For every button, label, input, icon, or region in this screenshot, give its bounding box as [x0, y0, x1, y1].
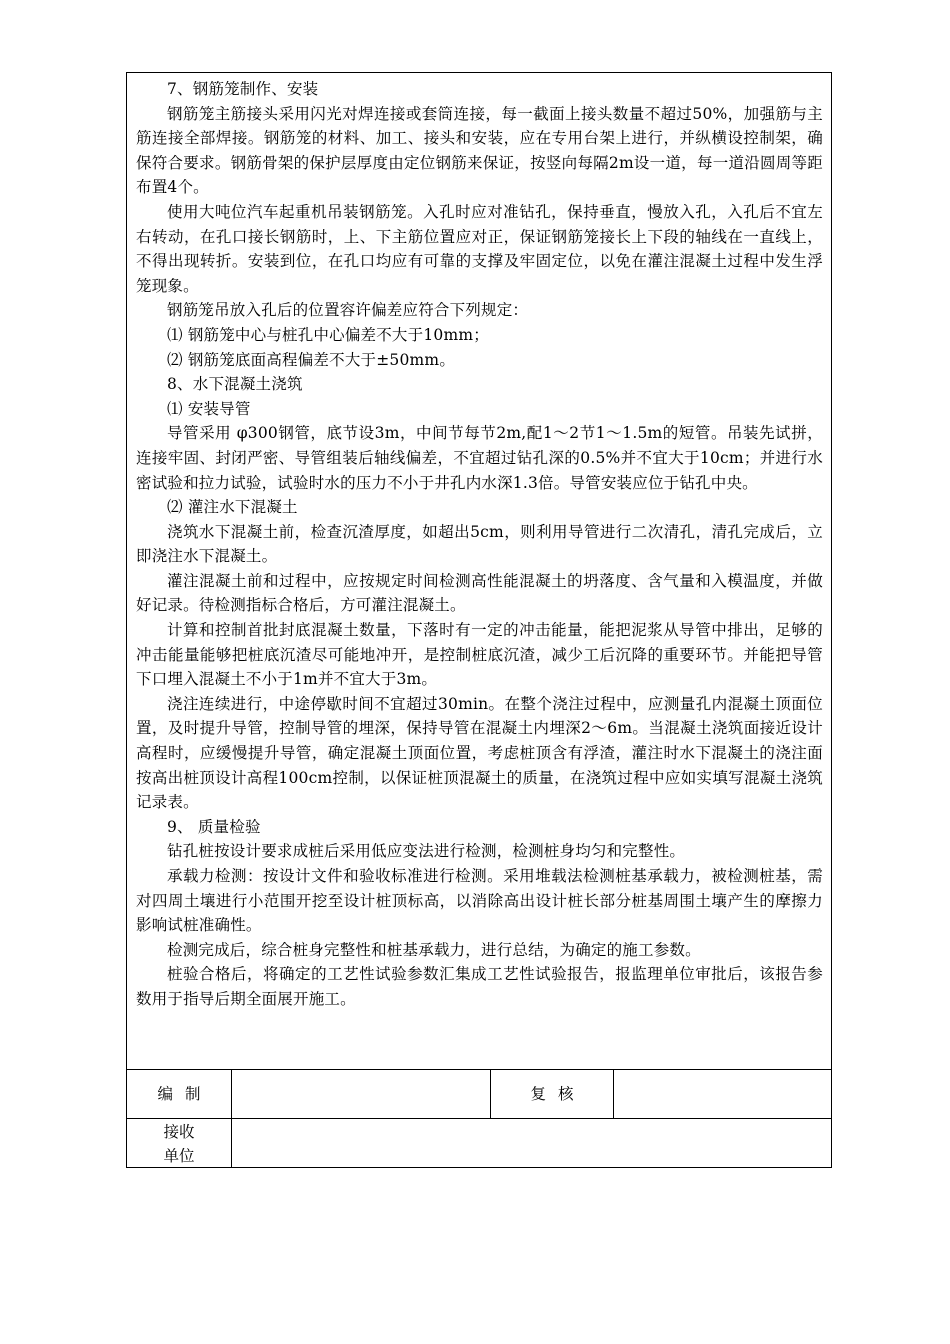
compile-label-cell [127, 1070, 232, 1118]
paragraph: 浇筑水下混凝土前，检查沉渣厚度，如超出5cm，则利用导管进行二次清孔，清孔完成后，立即浇注水下混凝土。 [136, 522, 823, 566]
subsection-heading: ⑴ 安装导管 [167, 399, 251, 418]
receive-label-cell [127, 1119, 232, 1168]
paragraph: 浇注连续进行，中途停歇时间不宜超过30min。在整个浇注过程中，应测量孔内混凝土顶面位置，及时提升导管，控制导管的埋深，保持导管在混凝土内埋深2～6m。当混凝土浇筑面接近设计高程时，应缓慢提升导管，确定混凝土顶面位置，考虑桩顶含有浮渣，灌注时水下混凝土的浇注面按高出桩顶设计高程100cm控制，以保证桩顶混凝土的质量，在浇筑过程中应如实填写混凝土浇筑记录表。 [136, 694, 823, 812]
section-heading-quality-inspection: 9、 质量检验 [167, 817, 261, 836]
paragraph: 计算和控制首批封底混凝土数量，下落时有一定的冲击能量，能把泥浆从导管中排出，足够的冲击能量能够把桩底沉渣尽可能地冲开，是控制桩底沉渣，减少工后沉降的重要环节。并能把导管下口埋入混凝土不小于1m并不宜大于3m。 [136, 621, 823, 689]
review-label-cell [491, 1070, 614, 1118]
receive-label-line1: 接收 [163, 1122, 195, 1141]
paragraph: 钢筋笼吊放入孔后的位置容许偏差应符合下列规定： [167, 301, 529, 320]
receive-label-line2: 单位 [163, 1146, 195, 1165]
compile-value-cell[interactable] [232, 1070, 491, 1118]
review-value-cell[interactable] [614, 1070, 831, 1118]
paragraph: 检测完成后，综合桩身完整性和桩基承载力，进行总结，为确定的施工参数。 [167, 940, 701, 959]
paragraph: 钢筋笼主筋接头采用闪光对焊连接或套筒连接，每一截面上接头数量不超过50%，加强筋与主筋连接全部焊接。钢筋笼的材料、加工、接头和安装，应在专用台架上进行，并纵横设控制架，确保符合要求。钢筋骨架的保护层厚度由定位钢筋来保证，按竖向每隔2m设一道，每一道沿圆周等距布置4个。 [136, 104, 823, 197]
section-heading-underwater-concrete: 8、水下混凝土浇筑 [167, 375, 303, 394]
construction-text-section [127, 73, 831, 1070]
paragraph: 钻孔桩按设计要求成桩后采用低应变法进行检测，检测桩身均匀和完整性。 [167, 842, 686, 861]
signature-row-compile-review [127, 1070, 831, 1119]
paragraph: 导管采用 φ300钢管，底节设3m，中间节每节2m,配1～2节1～1.5m的短管。吊装先试拼，连接牢固、封闭严密、导管组装后轴线偏差，不宜超过钻孔深的0.5%并不宜大于10cm；并进行水密试验和拉力试验，试验时水的压力不小于井孔内水深1.3倍。导管安装应位于钻孔中央。 [136, 424, 823, 492]
subsection-heading: ⑵ 灌注水下混凝土 [167, 498, 298, 517]
section-heading-rebar-cage: 7、钢筋笼制作、安装 [167, 80, 319, 98]
review-label: 复核 [530, 1085, 586, 1103]
compile-label: 编制 [157, 1085, 213, 1103]
list-item: ⑵ 钢筋笼底面高程偏差不大于±50mm。 [167, 350, 456, 369]
signature-row-receiving-unit [127, 1119, 831, 1168]
paragraph: 桩验合格后，将确定的工艺性试验参数汇集成工艺性试验报告，报监理单位审批后，该报告参数用于指导后期全面展开施工。 [136, 965, 823, 1008]
paragraph: 使用大吨位汽车起重机吊装钢筋笼。入孔时应对准钻孔，保持垂直，慢放入孔，入孔后不宜左右转动，在孔口接长钢筋时，上、下主筋位置应对正，保证钢筋笼接长上下段的轴线在一直线上，不得出现转折。安装到位，在孔口均应有可靠的支撑及牢固定位，以免在灌注混凝土过程中发生浮笼现象。 [136, 202, 823, 295]
document-sheet [126, 72, 832, 1168]
paragraph: 承载力检测：按设计文件和验收标准进行检测。采用堆载法检测桩基承载力，被检测桩基，需对四周土壤进行小范围开挖至设计桩顶标高，以消除高出设计桩长部分桩基周围土壤产生的摩擦力影响试桩准确性。 [136, 867, 823, 935]
paragraph: 灌注混凝土前和过程中，应按规定时间检测高性能混凝土的坍落度、含气量和入模温度，并做好记录。待检测指标合格后，方可灌注混凝土。 [136, 571, 823, 615]
list-item: ⑴ 钢筋笼中心与桩孔中心偏差不大于10mm； [167, 325, 489, 344]
receive-value-cell[interactable] [232, 1119, 831, 1168]
